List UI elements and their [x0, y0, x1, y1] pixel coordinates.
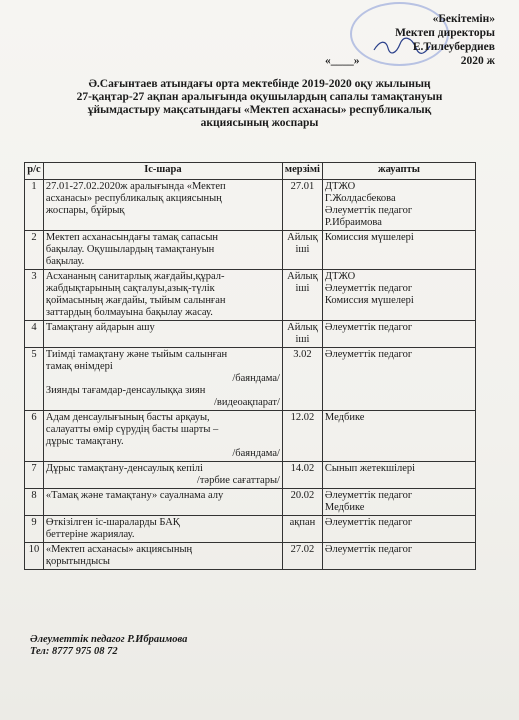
table-row	[25, 516, 476, 543]
cell-activity-line: бақылау.	[45, 256, 85, 267]
cell-date-line: 14.02	[290, 463, 315, 474]
cell-activity	[43, 231, 282, 270]
header-num: р/с	[25, 163, 44, 180]
table-header-row	[25, 163, 476, 180]
cell-activity-line: салауатты өмір сүрудің басты шарты –	[45, 424, 219, 435]
approval-name: Е.Тилеубердиев	[412, 41, 495, 53]
cell-activity	[43, 489, 282, 516]
cell-activity-line: «Тамақ және тамақтану» сауалнама алу	[45, 490, 224, 501]
cell-num: 3	[25, 270, 44, 321]
approval-year: 2020 ж	[460, 55, 495, 67]
cell-activity	[43, 270, 282, 321]
cell-date-line: 3.02	[293, 349, 312, 360]
cell-activity	[43, 462, 282, 489]
cell-date	[282, 543, 322, 570]
cell-responsible	[322, 231, 475, 270]
table-row	[25, 489, 476, 516]
cell-responsible-line: Әлеуметтік педагог	[324, 205, 413, 216]
table-row	[25, 462, 476, 489]
cell-responsible-line: Әлеуметтік педагог	[324, 349, 413, 360]
title-line-2: 27-қаңтар-27 ақпан аралығында оқушылардың сапалы тамақтануын	[76, 91, 443, 103]
cell-responsible-line: Медбике	[324, 502, 365, 513]
cell-responsible-line: Әлеуметтік педагог	[324, 517, 413, 528]
cell-activity-line: қорытындысы	[45, 556, 110, 567]
table-row	[25, 180, 476, 231]
approval-heading: «Бекітемін»	[432, 13, 495, 25]
cell-responsible	[322, 348, 475, 411]
cell-date	[282, 231, 322, 270]
cell-activity-line: Асхананың санитарлық жағдайы,құрал-	[45, 271, 225, 282]
approval-date-blank: «____»	[325, 55, 360, 67]
cell-date	[282, 411, 322, 462]
cell-responsible	[322, 270, 475, 321]
cell-date-line: іші	[295, 283, 310, 294]
cell-activity-line: «Мектеп асханасы» акциясының	[45, 544, 193, 555]
cell-num: 7	[25, 462, 44, 489]
cell-num: 5	[25, 348, 44, 411]
cell-activity-line: дұрыс тамақтану.	[45, 436, 124, 447]
cell-date-line: Айлық	[287, 232, 318, 243]
cell-activity-line: Өткізілген іс-шараларды БАҚ	[45, 517, 180, 528]
cell-activity-line: Зиянды тағамдар-денсаулыққа зиян	[45, 385, 206, 396]
cell-responsible-line: Комиссия мүшелері	[324, 232, 414, 243]
cell-num: 6	[25, 411, 44, 462]
cell-date	[282, 516, 322, 543]
cell-activity-line: қоймасының жағдайы, тыйым салынған	[45, 295, 226, 306]
cell-responsible-line: Әлеуметтік педагог	[324, 490, 413, 501]
cell-activity-line: жоспары, бұйрық	[45, 205, 125, 216]
cell-num: 8	[25, 489, 44, 516]
cell-activity-line: Адам денсаулығының басты арқауы,	[45, 412, 210, 423]
cell-responsible-line: Г.Жолдасбекова	[324, 193, 396, 204]
cell-activity-line: Дұрыс тамақтану-денсаулық кепілі	[45, 463, 203, 474]
cell-activity-line: асханасы» республикалық акциясының	[45, 193, 222, 204]
cell-responsible	[322, 543, 475, 570]
plan-table	[24, 162, 476, 570]
cell-activity	[43, 321, 282, 348]
footer-phone: Тел: 8777 975 08 72	[30, 646, 118, 657]
cell-date	[282, 489, 322, 516]
table-row	[25, 411, 476, 462]
header-activity: Іс-шара	[43, 163, 282, 180]
approval-date-line	[325, 54, 495, 68]
cell-responsible	[322, 411, 475, 462]
cell-date	[282, 462, 322, 489]
cell-activity-line: /баяндама/	[232, 448, 280, 459]
cell-num: 2	[25, 231, 44, 270]
table-row	[25, 321, 476, 348]
cell-date	[282, 321, 322, 348]
cell-activity-line: /тәрбие сағаттары/	[196, 475, 280, 486]
cell-responsible	[322, 321, 475, 348]
cell-activity	[43, 543, 282, 570]
cell-responsible	[322, 462, 475, 489]
title-line-1: Ә.Сағынтаев атындағы орта мектебінде 2019-2020 оқу жылының	[88, 78, 431, 90]
cell-activity-line: заттардың болмауына бақылау жасау.	[45, 307, 213, 318]
cell-date-line: 20.02	[290, 490, 315, 501]
cell-responsible-line: ДТЖО	[324, 271, 356, 282]
cell-date-line: 27.02	[290, 544, 315, 555]
table-row	[25, 543, 476, 570]
cell-responsible	[322, 180, 475, 231]
header-responsible: жауапты	[322, 163, 475, 180]
cell-date	[282, 270, 322, 321]
cell-activity-line: 27.01-27.02.2020ж аралығында «Мектеп	[45, 181, 226, 192]
cell-responsible	[322, 489, 475, 516]
cell-date-line: Айлық	[287, 271, 318, 282]
cell-responsible-line: Медбике	[324, 412, 365, 423]
cell-num: 9	[25, 516, 44, 543]
cell-date-line: Айлық	[287, 322, 318, 333]
cell-num: 10	[25, 543, 44, 570]
approval-block	[325, 12, 495, 68]
table-row	[25, 348, 476, 411]
title-line-4: акциясының жоспары	[200, 117, 319, 129]
header-date: мерзімі	[282, 163, 322, 180]
cell-responsible	[322, 516, 475, 543]
cell-activity-line: Мектеп асханасындағы тамақ сапасын	[45, 232, 219, 243]
cell-activity-line: жабдықтарының сақталуы,азық-түлік	[45, 283, 215, 294]
cell-activity-line: бақылау. Оқушылардың тамақтануын	[45, 244, 215, 255]
cell-date-line: іші	[295, 334, 310, 345]
table-row	[25, 270, 476, 321]
cell-date-line: 27.01	[290, 181, 315, 192]
cell-num: 4	[25, 321, 44, 348]
cell-activity-line: /видеоақпарат/	[213, 397, 280, 408]
cell-date	[282, 180, 322, 231]
cell-activity-line: /баяндама/	[232, 373, 280, 384]
cell-activity-line: Тамақтану айдарын ашу	[45, 322, 155, 333]
cell-date-line: 12.02	[290, 412, 315, 423]
cell-date	[282, 348, 322, 411]
document-title	[20, 78, 499, 130]
cell-num: 1	[25, 180, 44, 231]
cell-responsible-line: Әлеуметтік педагог	[324, 322, 413, 333]
title-line-3: ұйымдастыру мақсатындағы «Мектеп асханасы» республикалық	[87, 104, 432, 116]
footer	[30, 634, 187, 658]
footer-author: Әлеуметтік педагог Р.Ибраимова	[30, 634, 188, 645]
cell-activity	[43, 411, 282, 462]
cell-responsible-line: Комиссия мүшелері	[324, 295, 414, 306]
cell-responsible-line: Р.Ибраимова	[324, 217, 382, 228]
table-row	[25, 231, 476, 270]
cell-activity	[43, 348, 282, 411]
approval-position: Мектеп директоры	[395, 27, 495, 39]
cell-activity	[43, 516, 282, 543]
cell-activity	[43, 180, 282, 231]
cell-responsible-line: Әлеуметтік педагог	[324, 544, 413, 555]
cell-responsible-line: Әлеуметтік педагог	[324, 283, 413, 294]
cell-responsible-line: ДТЖО	[324, 181, 356, 192]
cell-responsible-line: Сынып жетекшілері	[324, 463, 416, 474]
cell-activity-line: Тиімді тамақтану және тыйым салынған	[45, 349, 228, 360]
cell-activity-line: тамақ өнімдері	[45, 361, 113, 372]
cell-date-line: іші	[295, 244, 310, 255]
cell-date-line: ақпан	[289, 517, 316, 528]
cell-activity-line: беттеріне жариялау.	[45, 529, 135, 540]
